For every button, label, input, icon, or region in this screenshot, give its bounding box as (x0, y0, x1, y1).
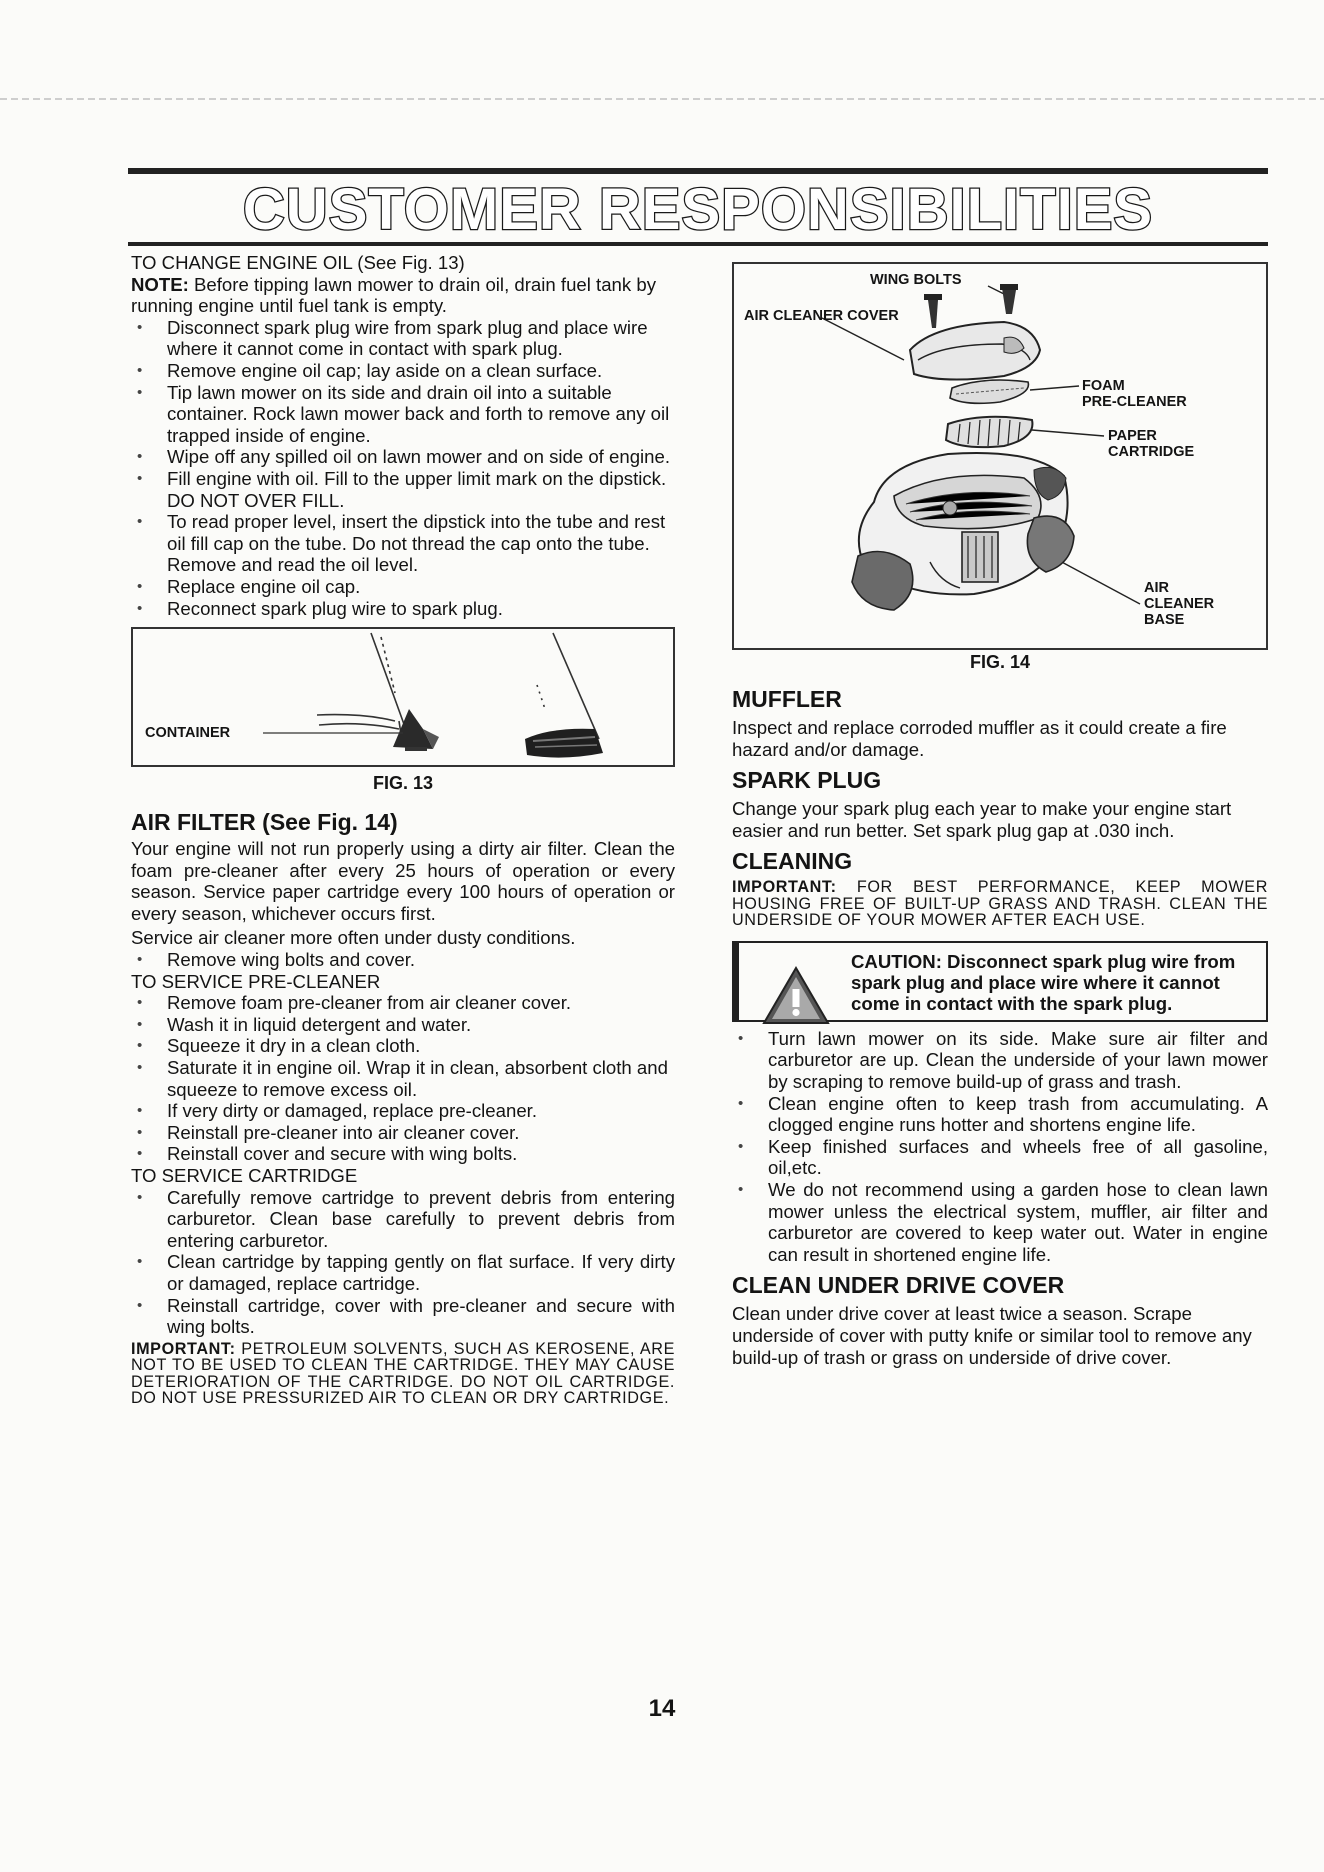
oil-change-heading: TO CHANGE ENGINE OIL (See Fig. 13) (131, 252, 465, 273)
caution-box (732, 941, 1268, 1022)
oil-change-note (131, 274, 675, 317)
spark-plug-text: Change your spark plug each year to make your engine start easier and run better. Set spark plug gap at .030 inch. (732, 798, 1232, 841)
spark-plug-section (732, 766, 1268, 841)
list-item: • Keep finished surfaces and wheels free of all gasoline, oil,etc. (732, 1136, 1268, 1179)
page-number: 14 (648, 1695, 676, 1722)
air-filter-important (131, 1341, 675, 1407)
cleaning-important-label: IMPORTANT: (732, 878, 837, 897)
list-item: • Wipe off any spilled oil on lawn mower and on side of engine. (131, 446, 675, 468)
fig13-figure (131, 627, 675, 767)
oil-change-steps (131, 317, 675, 619)
fig14-figure (732, 262, 1268, 650)
list-item: • Replace engine oil cap. (131, 576, 675, 598)
cleaning-section (732, 847, 1268, 1265)
pre-cleaner-steps (131, 992, 675, 1165)
cleaning-important (732, 879, 1268, 929)
air-filter-heading: AIR FILTER (See Fig. 14) (131, 809, 398, 836)
caution-text: CAUTION: Disconnect spark plug wire from spark plug and place wire where it cannot come in contact with the spark plug. (851, 950, 1236, 1014)
cartridge-heading: TO SERVICE CARTRIDGE (131, 1165, 358, 1186)
drive-cover-text: Clean under drive cover at least twice a season. Scrape underside of cover with putty knife or similar tool to remove any build-up of trash or grass on underside of drive cover. (732, 1303, 1252, 1368)
fig14-air-cleaner-cover-label: AIR CLEANER COVER (744, 308, 899, 324)
warning-triangle-icon (761, 965, 831, 1027)
list-item: • If very dirty or damaged, replace pre-cleaner. (131, 1100, 675, 1122)
title-rule-top (128, 168, 1268, 174)
fig14-foam-label-1: FOAM (1082, 378, 1125, 394)
air-filter-section (131, 808, 675, 1407)
fig14-base-label-3: BASE (1144, 612, 1185, 628)
note-label: NOTE: (131, 273, 189, 295)
cleaning-steps (732, 1028, 1268, 1266)
list-item: • Fill engine with oil. Fill to the upper limit mark on the dipstick. DO NOT OVER FILL. (131, 468, 675, 511)
left-column (131, 252, 675, 1407)
list-item: • Reinstall cartridge, cover with pre-cleaner and secure with wing bolts. (131, 1295, 675, 1338)
fig13-illustration (133, 629, 673, 761)
scan-artifact (0, 98, 1324, 100)
fig14-wing-bolts-label: WING BOLTS (870, 272, 962, 288)
right-column (732, 262, 1268, 1368)
list-item: • We do not recommend using a garden hose to clean lawn mower unless the electrical system, muffler, air filter and carburetor are covered to keep water out. Water in engine can result in shortened engine life. (732, 1179, 1268, 1265)
spark-plug-heading: SPARK PLUG (732, 767, 882, 794)
list-item: • Remove engine oil cap; lay aside on a clean surface. (131, 360, 675, 382)
air-filter-important-text: PETROLEUM SOLVENTS, SUCH AS KEROSENE, ARE NOT TO BE USED TO CLEAN THE CARTRIDGE. THEY MAY CAUSE DETERIORATION OF THE CARTRIDGE. DO NOT OIL CARTRIDGE. DO NOT USE PRESSURIZED AIR TO CLEAN OR DRY CARTRIDGE. (131, 1339, 675, 1408)
list-item: • Saturate it in engine oil. Wrap it in clean, absorbent cloth and squeeze to remove excess oil. (131, 1057, 675, 1100)
list-item: • Reinstall pre-cleaner into air cleaner cover. (131, 1122, 675, 1144)
list-item: • Turn lawn mower on its side. Make sure air filter and carburetor are up. Clean the underside of your lawn mower by scraping to remove build-up of grass and trash. (732, 1028, 1268, 1093)
drive-cover-section (732, 1271, 1268, 1368)
fig14-foam-label-2: PRE-CLEANER (1082, 394, 1187, 410)
fig14-base-label-2: CLEANER (1144, 596, 1215, 612)
muffler-text: Inspect and replace corroded muffler as it could create a fire hazard and/or damage. (732, 717, 1227, 760)
list-item: • Clean cartridge by tapping gently on flat surface. If very dirty or damaged, replace cartridge. (131, 1251, 675, 1294)
muffler-heading: MUFFLER (732, 686, 842, 712)
air-filter-step1 (131, 949, 675, 971)
list-item: • Wash it in liquid detergent and water. (131, 1014, 675, 1036)
list-item: • Reinstall cover and secure with wing bolts. (131, 1143, 675, 1165)
list-item: • Clean engine often to keep trash from accumulating. A clogged engine runs hotter and shortens engine life. (732, 1093, 1268, 1136)
air-filter-important-label: IMPORTANT: (131, 1339, 236, 1358)
muffler-section (732, 685, 1268, 760)
list-item: • Remove wing bolts and cover. (131, 949, 675, 971)
list-item: • Squeeze it dry in a clean cloth. (131, 1035, 675, 1057)
oil-change-section (131, 252, 675, 619)
cleaning-heading: CLEANING (732, 848, 853, 875)
list-item: • Tip lawn mower on its side and drain oil into a suitable container. Rock lawn mower back and forth to remove any oil trapped inside of engine. (131, 382, 675, 447)
fig13-caption: FIG. 13 (372, 773, 434, 794)
air-filter-dusty-note: Service air cleaner more often under dusty conditions. (131, 927, 576, 949)
pre-cleaner-heading: TO SERVICE PRE-CLEANER (131, 970, 381, 992)
list-item: • Carefully remove cartridge to prevent debris from entering carburetor. Clean base carefully to prevent debris from entering carburetor. (131, 1187, 675, 1252)
list-item: • To read proper level, insert the dipstick into the tube and rest oil fill cap on the tube. Do not thread the cap onto the tube. Remove and read the oil level. (131, 511, 675, 576)
note-text: Before tipping lawn mower to drain oil, drain fuel tank by running engine until fuel tank is empty. (131, 273, 657, 317)
fig14-caption: FIG. 14 (969, 652, 1031, 672)
cartridge-steps (131, 1187, 675, 1338)
title-rule-bottom (128, 242, 1268, 246)
fig14-paper-label-1: PAPER (1108, 428, 1157, 444)
cleaning-important-text: FOR BEST PERFORMANCE, KEEP MOWER HOUSING FREE OF BUILT-UP GRASS AND TRASH. CLEAN THE UNDERSIDE OF YOUR MOWER AFTER EACH USE. (732, 878, 1268, 930)
list-item: • Reconnect spark plug wire to spark plug. (131, 598, 675, 620)
air-filter-intro: Your engine will not run properly using a dirty air filter. Clean the foam pre-cleaner after every 25 hours of operation or every season. Service paper cartridge every 100 hours of operation or every season, whichever occurs first. (131, 838, 675, 924)
list-item: • Remove foam pre-cleaner from air cleaner cover. (131, 992, 675, 1014)
fig14-paper-label-2: CARTRIDGE (1108, 444, 1195, 460)
page-title: CUSTOMER RESPONSIBILITIES (242, 177, 1154, 242)
fig13-container-label: CONTAINER (145, 725, 231, 742)
drive-cover-heading: CLEAN UNDER DRIVE COVER (732, 1272, 1065, 1299)
fig14-base-label-1: AIR (1144, 580, 1169, 596)
list-item: • Disconnect spark plug wire from spark plug and place wire where it cannot come in contact with spark plug. (131, 317, 675, 360)
